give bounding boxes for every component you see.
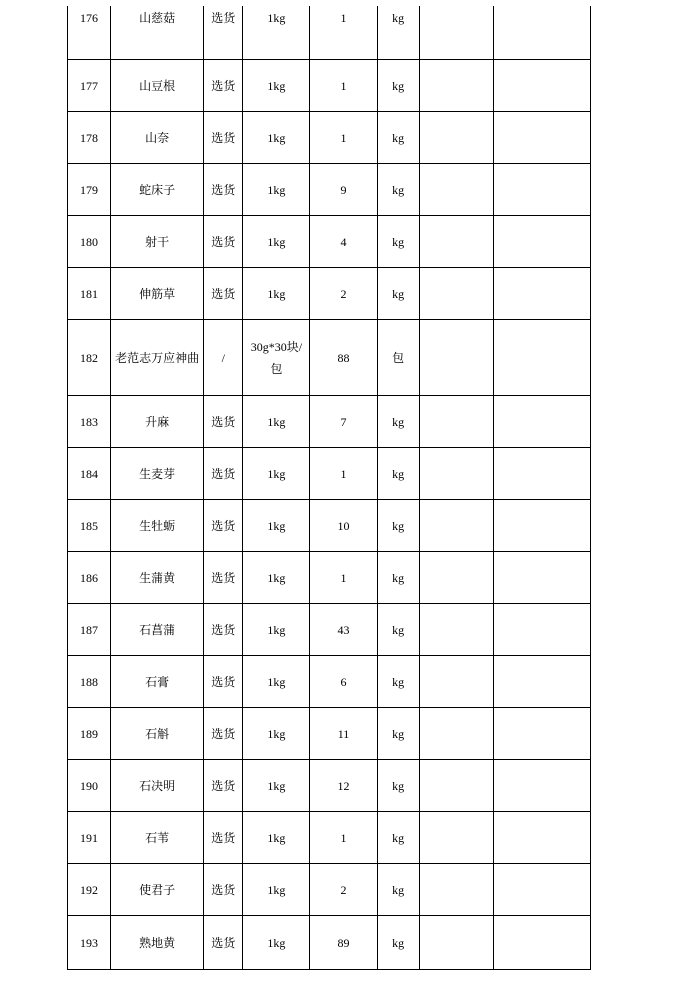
unit-cell: [377, 864, 419, 916]
unit: 包: [392, 350, 405, 365]
empty-cell: [419, 60, 493, 112]
quantity: 1: [340, 130, 347, 145]
unit: kg: [392, 674, 405, 689]
grade-cell: [204, 320, 243, 396]
herb-name-cell: [111, 320, 204, 396]
row-number: 191: [80, 830, 99, 845]
empty-cell: [493, 164, 590, 216]
herb-name-cell: [111, 604, 204, 656]
row-number-cell: [68, 448, 111, 500]
package-spec-cell: [243, 320, 310, 396]
herb-name: 石斛: [145, 726, 170, 741]
unit: kg: [392, 78, 405, 93]
herb-name: 石膏: [145, 674, 170, 689]
herb-name: 射干: [145, 234, 170, 249]
row-number: 182: [80, 350, 99, 365]
row-number: 188: [80, 674, 99, 689]
row-number-cell: [68, 112, 111, 164]
row-number: 178: [80, 130, 99, 145]
empty-cell: [419, 500, 493, 552]
grade: 选货: [211, 286, 236, 301]
empty-cell: [493, 656, 590, 708]
package-spec: 1kg: [267, 726, 286, 741]
unit: kg: [392, 182, 405, 197]
herb-name-cell: [111, 164, 204, 216]
herb-table: [67, 6, 591, 970]
package-spec: 1kg: [267, 830, 286, 845]
quantity-cell: [310, 6, 377, 60]
empty-cell: [419, 6, 493, 60]
table-row: [68, 864, 591, 916]
grade-cell: [204, 500, 243, 552]
unit: kg: [392, 130, 405, 145]
empty-cell: [493, 708, 590, 760]
herb-name-cell: [111, 396, 204, 448]
unit: kg: [392, 882, 405, 897]
quantity-cell: [310, 112, 377, 164]
table-row: [68, 112, 591, 164]
empty-cell: [419, 812, 493, 864]
package-spec-cell: [243, 164, 310, 216]
package-spec: 1kg: [267, 11, 286, 25]
empty-cell: [493, 604, 590, 656]
empty-cell: [419, 760, 493, 812]
package-spec: 1kg: [267, 182, 286, 197]
quantity-cell: [310, 916, 377, 970]
unit: kg: [392, 518, 405, 533]
grade: 选货: [211, 518, 236, 533]
herb-name-cell: [111, 656, 204, 708]
grade-cell: [204, 552, 243, 604]
grade: 选货: [211, 182, 236, 197]
grade-cell: [204, 656, 243, 708]
unit: kg: [392, 726, 405, 741]
row-number-cell: [68, 552, 111, 604]
quantity: 2: [340, 882, 347, 897]
quantity: 1: [340, 570, 347, 585]
unit-cell: [377, 396, 419, 448]
package-spec: 1kg: [267, 234, 286, 249]
herb-name-cell: [111, 112, 204, 164]
unit-cell: [377, 916, 419, 970]
grade-cell: [204, 708, 243, 760]
table-row: [68, 812, 591, 864]
herb-name-cell: [111, 268, 204, 320]
quantity-cell: [310, 864, 377, 916]
herb-name: 山豆根: [139, 78, 176, 93]
grade-cell: [204, 396, 243, 448]
grade-cell: [204, 812, 243, 864]
herb-name: 生麦芽: [139, 466, 176, 481]
quantity: 1: [340, 11, 347, 25]
row-number-cell: [68, 708, 111, 760]
grade: 选货: [211, 234, 236, 249]
unit-cell: [377, 552, 419, 604]
unit-cell: [377, 812, 419, 864]
quantity: 1: [340, 78, 347, 93]
herb-name: 蛇床子: [139, 182, 176, 197]
table-row: [68, 500, 591, 552]
empty-cell: [493, 216, 590, 268]
row-number: 177: [80, 78, 99, 93]
quantity-cell: [310, 320, 377, 396]
herb-name: 山奈: [145, 130, 170, 145]
quantity-cell: [310, 216, 377, 268]
unit-cell: [377, 708, 419, 760]
herb-name-cell: [111, 6, 204, 60]
unit-cell: [377, 6, 419, 60]
unit: kg: [392, 570, 405, 585]
grade: 选货: [211, 935, 236, 950]
unit: kg: [392, 414, 405, 429]
quantity: 11: [337, 726, 350, 741]
package-spec: 1kg: [267, 466, 286, 481]
table-row: [68, 60, 591, 112]
package-spec-cell: [243, 448, 310, 500]
row-number-cell: [68, 500, 111, 552]
unit-cell: [377, 216, 419, 268]
quantity: 1: [340, 830, 347, 845]
herb-name-cell: [111, 708, 204, 760]
herb-name: 熟地黄: [139, 935, 176, 950]
package-spec: 30g*30块/包: [250, 339, 303, 376]
herb-name: 老范志万应神曲: [115, 350, 200, 365]
row-number: 181: [80, 286, 99, 301]
row-number: 184: [80, 466, 99, 481]
row-number-cell: [68, 60, 111, 112]
grade-cell: [204, 760, 243, 812]
unit: kg: [392, 286, 405, 301]
grade-cell: [204, 268, 243, 320]
table-row: [68, 708, 591, 760]
row-number-cell: [68, 164, 111, 216]
package-spec-cell: [243, 60, 310, 112]
herb-name-cell: [111, 864, 204, 916]
grade: 选货: [211, 726, 236, 741]
quantity-cell: [310, 656, 377, 708]
row-number-cell: [68, 760, 111, 812]
grade-cell: [204, 112, 243, 164]
grade: 选货: [211, 882, 236, 897]
row-number: 183: [80, 414, 99, 429]
package-spec-cell: [243, 268, 310, 320]
package-spec: 1kg: [267, 674, 286, 689]
empty-cell: [493, 60, 590, 112]
table-row: [68, 164, 591, 216]
quantity: 43: [337, 622, 350, 637]
grade: 选货: [211, 830, 236, 845]
empty-cell: [419, 164, 493, 216]
quantity-cell: [310, 448, 377, 500]
quantity: 2: [340, 286, 347, 301]
empty-cell: [419, 320, 493, 396]
quantity: 10: [337, 518, 350, 533]
package-spec-cell: [243, 708, 310, 760]
grade-cell: [204, 864, 243, 916]
empty-cell: [493, 396, 590, 448]
herb-name-cell: [111, 448, 204, 500]
table-row: [68, 6, 591, 60]
package-spec: 1kg: [267, 570, 286, 585]
quantity-cell: [310, 552, 377, 604]
package-spec-cell: [243, 112, 310, 164]
row-number-cell: [68, 216, 111, 268]
row-number: 190: [80, 778, 99, 793]
quantity: 89: [337, 935, 350, 950]
unit-cell: [377, 760, 419, 812]
empty-cell: [419, 656, 493, 708]
row-number: 187: [80, 622, 99, 637]
unit: kg: [392, 622, 405, 637]
row-number: 193: [80, 935, 99, 950]
table-row: [68, 656, 591, 708]
empty-cell: [493, 320, 590, 396]
row-number-cell: [68, 268, 111, 320]
herb-name: 石菖蒲: [139, 622, 176, 637]
herb-name-cell: [111, 216, 204, 268]
package-spec-cell: [243, 656, 310, 708]
empty-cell: [419, 604, 493, 656]
unit-cell: [377, 112, 419, 164]
grade: 选货: [211, 674, 236, 689]
quantity: 12: [337, 778, 350, 793]
unit-cell: [377, 604, 419, 656]
herb-name-cell: [111, 500, 204, 552]
herb-name: 山慈菇: [139, 11, 176, 25]
row-number-cell: [68, 812, 111, 864]
quantity: 9: [340, 182, 347, 197]
empty-cell: [493, 916, 590, 970]
table-row: [68, 916, 591, 970]
grade-cell: [204, 448, 243, 500]
table-row: [68, 396, 591, 448]
grade: 选货: [211, 78, 236, 93]
herb-name: 生牡蛎: [139, 518, 176, 533]
unit-cell: [377, 320, 419, 396]
package-spec-cell: [243, 864, 310, 916]
herb-name: 伸筋草: [139, 286, 176, 301]
row-number-cell: [68, 656, 111, 708]
quantity-cell: [310, 268, 377, 320]
row-number-cell: [68, 396, 111, 448]
package-spec-cell: [243, 552, 310, 604]
package-spec-cell: [243, 812, 310, 864]
grade: 选货: [211, 622, 236, 637]
package-spec-cell: [243, 396, 310, 448]
unit: kg: [392, 778, 405, 793]
unit-cell: [377, 656, 419, 708]
table-row: [68, 760, 591, 812]
package-spec: 1kg: [267, 78, 286, 93]
unit-cell: [377, 164, 419, 216]
grade: 选货: [211, 570, 236, 585]
empty-cell: [419, 916, 493, 970]
grade-cell: [204, 216, 243, 268]
herb-name-cell: [111, 812, 204, 864]
herb-name-cell: [111, 60, 204, 112]
herb-name: 升麻: [145, 414, 170, 429]
row-number: 179: [80, 182, 99, 197]
grade-cell: [204, 164, 243, 216]
package-spec: 1kg: [267, 778, 286, 793]
quantity-cell: [310, 812, 377, 864]
grade: /: [221, 350, 225, 365]
row-number-cell: [68, 916, 111, 970]
row-number-cell: [68, 6, 111, 60]
quantity-cell: [310, 396, 377, 448]
row-number: 186: [80, 570, 99, 585]
package-spec: 1kg: [267, 622, 286, 637]
unit-cell: [377, 448, 419, 500]
grade-cell: [204, 60, 243, 112]
quantity: 1: [340, 466, 347, 481]
quantity-cell: [310, 500, 377, 552]
package-spec: 1kg: [267, 286, 286, 301]
package-spec: 1kg: [267, 130, 286, 145]
empty-cell: [493, 268, 590, 320]
empty-cell: [419, 216, 493, 268]
empty-cell: [419, 448, 493, 500]
row-number: 192: [80, 882, 99, 897]
quantity-cell: [310, 760, 377, 812]
package-spec-cell: [243, 760, 310, 812]
row-number: 189: [80, 726, 99, 741]
empty-cell: [419, 708, 493, 760]
table-row: [68, 268, 591, 320]
quantity-cell: [310, 708, 377, 760]
unit-cell: [377, 500, 419, 552]
row-number-cell: [68, 864, 111, 916]
unit-cell: [377, 60, 419, 112]
unit: kg: [392, 830, 405, 845]
row-number: 176: [80, 11, 99, 25]
empty-cell: [493, 552, 590, 604]
grade: 选货: [211, 414, 236, 429]
package-spec-cell: [243, 216, 310, 268]
grade: 选货: [211, 466, 236, 481]
quantity-cell: [310, 60, 377, 112]
grade-cell: [204, 916, 243, 970]
herb-name: 使君子: [139, 882, 176, 897]
empty-cell: [493, 112, 590, 164]
unit: kg: [392, 466, 405, 481]
grade: 选货: [211, 11, 236, 25]
package-spec: 1kg: [267, 518, 286, 533]
table-body: [68, 6, 591, 970]
empty-cell: [493, 6, 590, 60]
empty-cell: [493, 500, 590, 552]
row-number-cell: [68, 604, 111, 656]
package-spec: 1kg: [267, 414, 286, 429]
herb-name-cell: [111, 916, 204, 970]
empty-cell: [493, 864, 590, 916]
quantity: 7: [340, 414, 347, 429]
unit: kg: [392, 11, 405, 25]
empty-cell: [493, 812, 590, 864]
grade-cell: [204, 604, 243, 656]
package-spec: 1kg: [267, 882, 286, 897]
grade: 选货: [211, 778, 236, 793]
herb-name: 生蒲黄: [139, 570, 176, 585]
empty-cell: [419, 864, 493, 916]
row-number: 185: [80, 518, 99, 533]
grade-cell: [204, 6, 243, 60]
package-spec-cell: [243, 604, 310, 656]
grade: 选货: [211, 130, 236, 145]
empty-cell: [493, 760, 590, 812]
table-row: [68, 552, 591, 604]
row-number: 180: [80, 234, 99, 249]
herb-name-cell: [111, 552, 204, 604]
empty-cell: [493, 448, 590, 500]
quantity-cell: [310, 164, 377, 216]
package-spec-cell: [243, 916, 310, 970]
empty-cell: [419, 552, 493, 604]
package-spec: 1kg: [267, 935, 286, 950]
quantity: 4: [340, 234, 347, 249]
row-number-cell: [68, 320, 111, 396]
table-row: [68, 320, 591, 396]
empty-cell: [419, 396, 493, 448]
table-row: [68, 604, 591, 656]
herb-name-cell: [111, 760, 204, 812]
table-row: [68, 216, 591, 268]
unit: kg: [392, 935, 405, 950]
package-spec-cell: [243, 500, 310, 552]
quantity-cell: [310, 604, 377, 656]
unit-cell: [377, 268, 419, 320]
herb-name: 石苇: [145, 830, 170, 845]
quantity: 6: [340, 674, 347, 689]
unit: kg: [392, 234, 405, 249]
empty-cell: [419, 268, 493, 320]
empty-cell: [419, 112, 493, 164]
herb-name: 石决明: [139, 778, 176, 793]
quantity: 88: [337, 350, 350, 365]
package-spec-cell: [243, 6, 310, 60]
table-row: [68, 448, 591, 500]
